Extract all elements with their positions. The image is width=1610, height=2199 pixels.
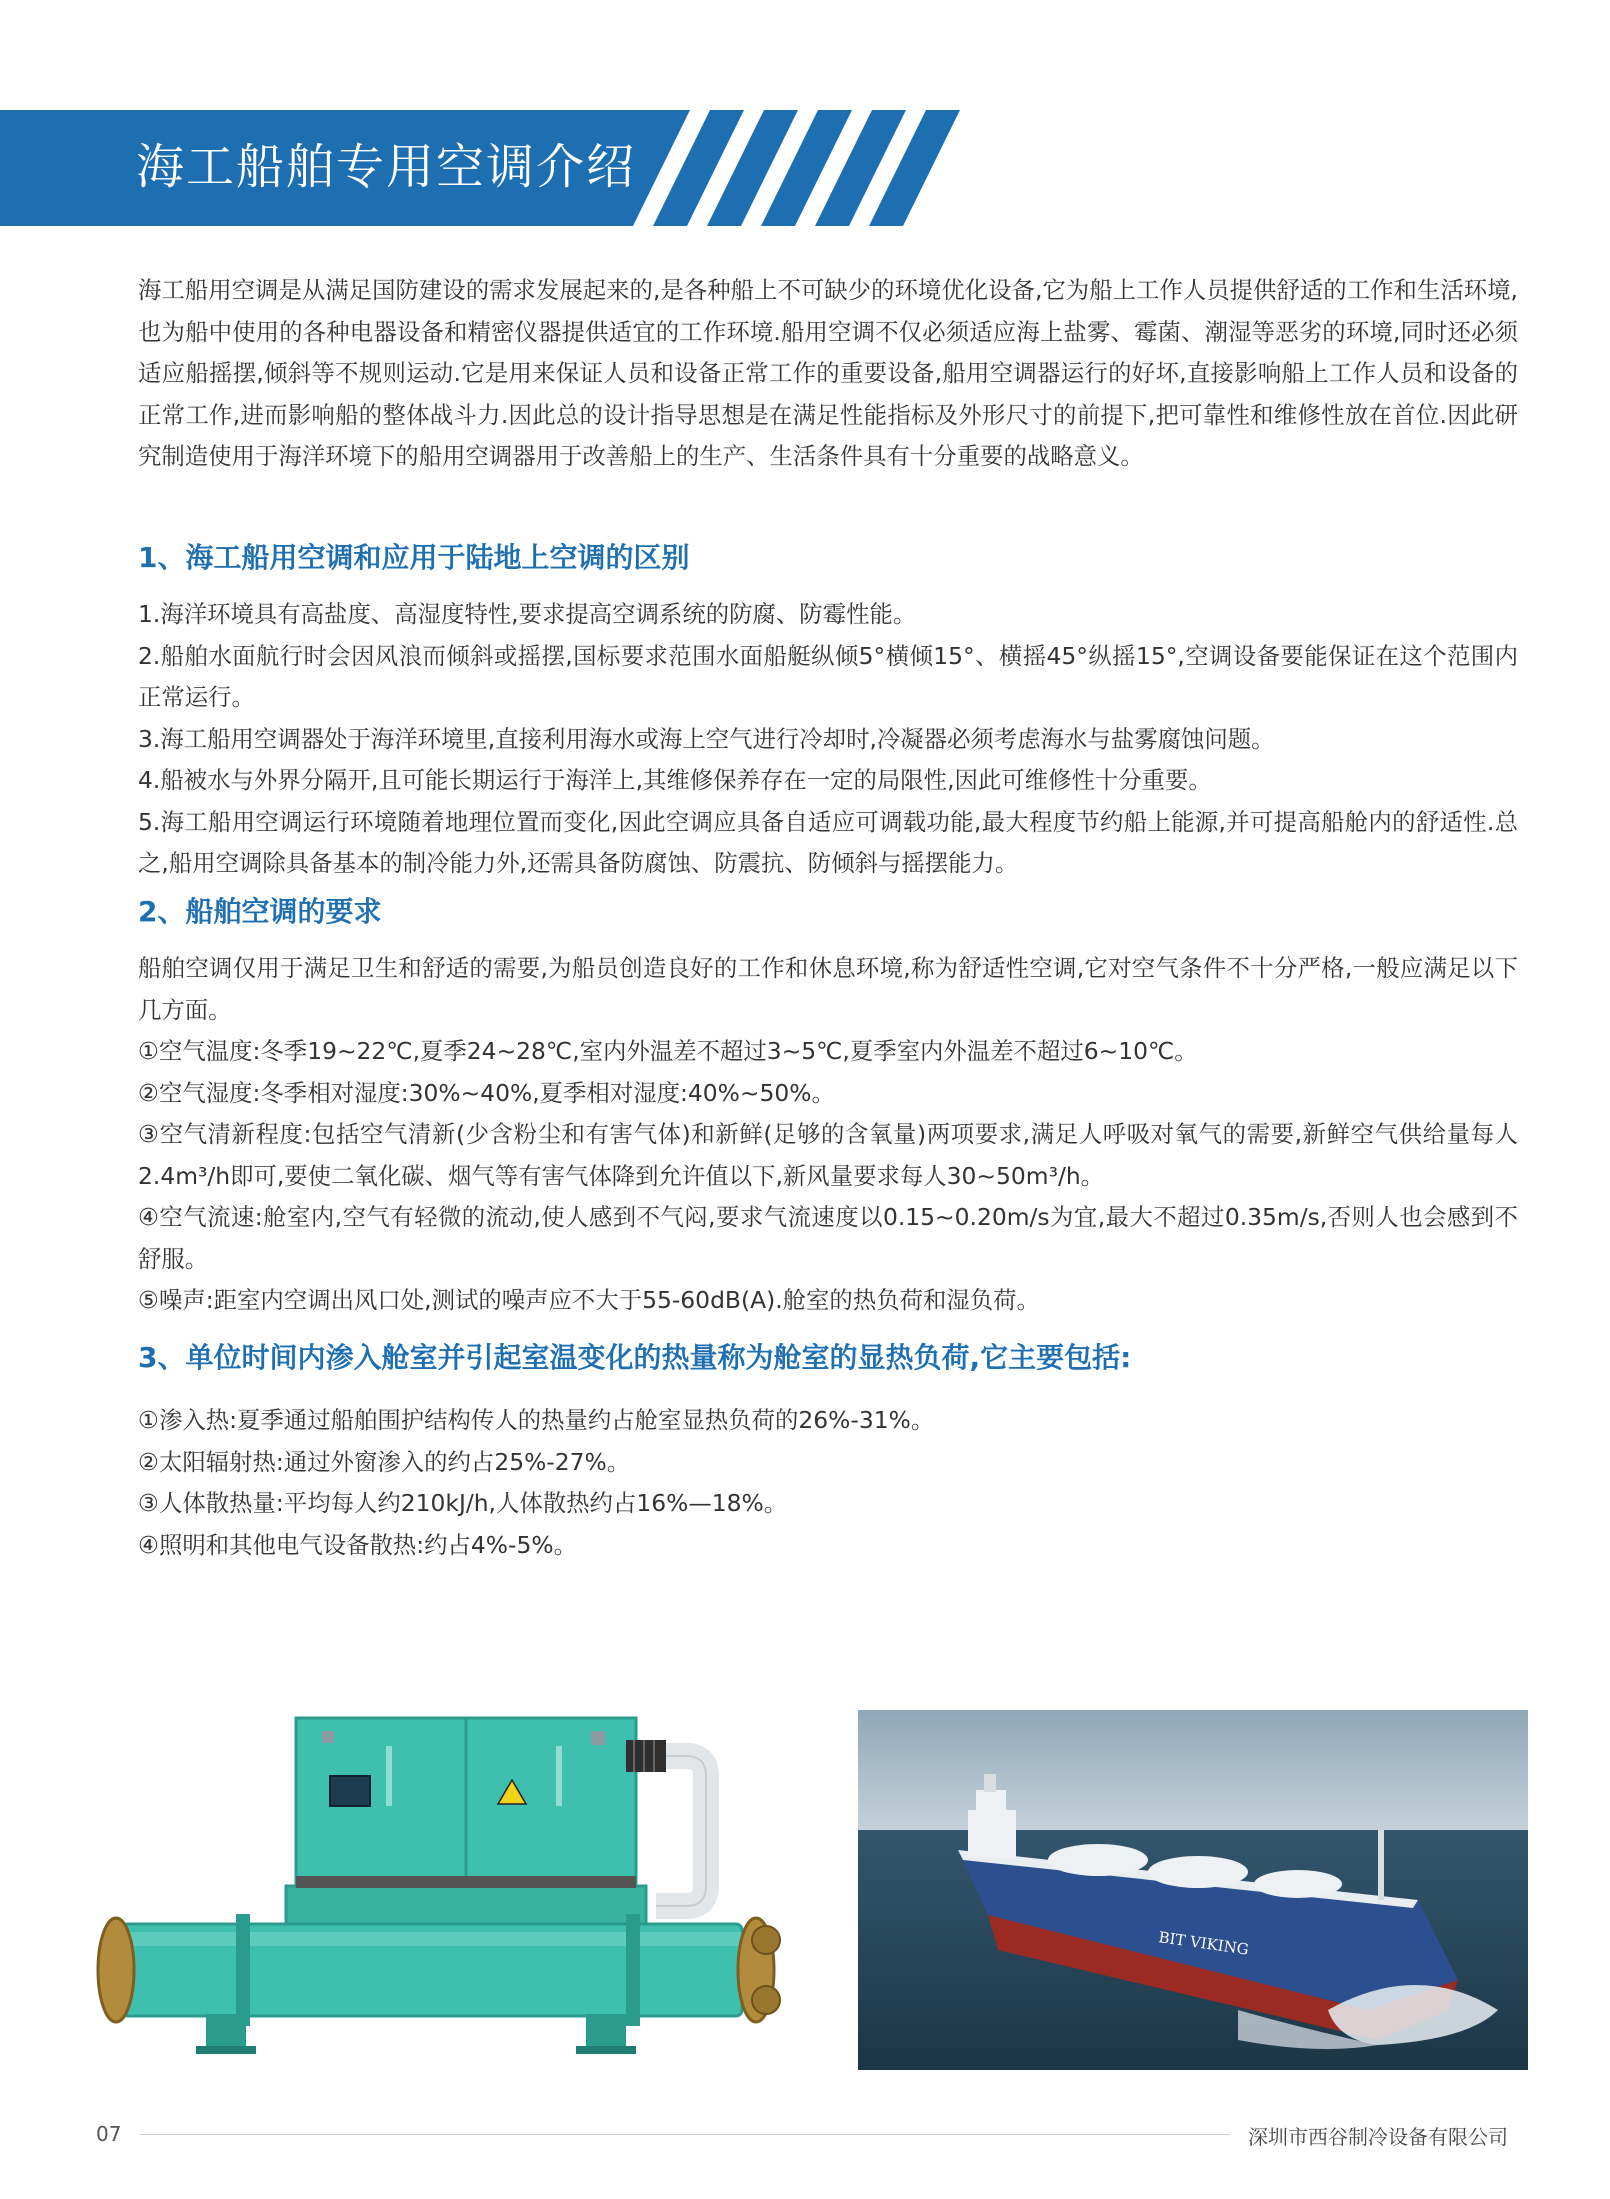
- header-banner: [0, 110, 1000, 226]
- company-name: 深圳市西谷制冷设备有限公司: [1248, 2125, 1508, 2149]
- footer-divider: [140, 2134, 1230, 2135]
- list-item: ⑤噪声:距室内空调出风口处,测试的噪声应不大于55-60dB(A).舱室的热负荷和湿负荷。: [138, 1286, 1040, 1314]
- section-3-list: [138, 1400, 1518, 1566]
- section-2-heading: 2、船舶空调的要求: [138, 895, 382, 928]
- list-item: ②太阳辐射热:通过外窗渗入的约占25%-27%。: [138, 1447, 631, 1476]
- ship-name: BIT VIKING: [1157, 1928, 1250, 1959]
- list-item: 2.船舶水面航行时会因风浪而倾斜或摇摆,国标要求范围水面船艇纵倾5°横倾15°、横摇45°纵摇15°,空调设备要能保证在这个范围内正常运行。: [138, 641, 1518, 711]
- section-3: [138, 1336, 1518, 1566]
- list-item: 1.海洋环境具有高盐度、高湿度特性,要求提高空调系统的防腐、防霉性能。: [138, 600, 917, 628]
- intro-paragraph: 海工船用空调是从满足国防建设的需求发展起来的,是各种船上不可缺少的环境优化设备,它为船上工作人员提供舒适的工作和生活环境,也为船中使用的各种电器设备和精密仪器提供适宜的工作环境.船用空调不仅必须适应海上盐雾、霉菌、潮湿等恶劣的环境,同时还必须适应船摇摆,倾斜等不规则运动.它是用来保证人员和设备正常工作的重要设备,船用空调器运行的好坏,直接影响船上工作人员和设备的正常工作,进而影响船的整体战斗力.因此总的设计指导思想是在满足性能指标及外形尺寸的前提下,把可靠性和维修性放在首位.因此研究制造使用于海洋环境下的船用空调器用于改善船上的生产、生活条件具有十分重要的战略意义。: [138, 276, 1518, 470]
- list-item: 3.海工船用空调器处于海洋环境里,直接利用海水或海上空气进行冷却时,冷凝器必须考虑海水与盐雾腐蚀问题。: [138, 724, 1275, 753]
- list-item: ②空气湿度:冬季相对湿度:30%~40%,夏季相对湿度:40%~50%。: [138, 1078, 835, 1107]
- section-2-list: [138, 1031, 1518, 1322]
- list-item: ①渗入热:夏季通过船舶围护结构传人的热量约占舱室显热负荷的26%-31%。: [138, 1406, 935, 1434]
- page-title: 海工船舶专用空调介绍: [136, 139, 637, 195]
- intro-section: [138, 270, 1518, 478]
- page-number: 07: [96, 2122, 122, 2146]
- list-item: ③空气清新程度:包括空气清新(少含粉尘和有害气体)和新鲜(足够的含氧量)两项要求,满足人呼吸对氧气的需要,新鲜空气供给量每人2.4m³/h即可,要使二氧化碳、烟气等有害气体降到允许值以下,新风量要求每人30~50m³/h。: [138, 1120, 1518, 1190]
- list-item: ④空气流速:舱室内,空气有轻微的流动,使人感到不气闷,要求气流速度以0.15~0.20m/s为宜,最大不超过0.35m/s,否则人也会感到不舒服。: [138, 1203, 1518, 1273]
- list-item: ③人体散热量:平均每人约210kJ/h,人体散热约占16%—18%。: [138, 1489, 788, 1517]
- section-2-intro: 船舶空调仅用于满足卫生和舒适的需要,为船员创造良好的工作和休息环境,称为舒适性空调,它对空气条件不十分严格,一般应满足以下几方面。: [138, 954, 1518, 1024]
- section-1-list: [138, 594, 1518, 885]
- list-item: ①空气温度:冬季19~22℃,夏季24~28℃,室内外温差不超过3~5℃,夏季室内外温差不超过6~10℃。: [138, 1037, 1198, 1065]
- section-1: [138, 536, 1518, 885]
- list-item: ④照明和其他电气设备散热:约占4%-5%。: [138, 1530, 577, 1559]
- marine-ac-unit-image: [86, 1696, 786, 2066]
- list-item: 4.船被水与外界分隔开,且可能长期运行于海洋上,其维修保养存在一定的局限性,因此可维修性十分重要。: [138, 766, 1212, 794]
- ship-photo: [858, 1710, 1528, 2070]
- section-2: [138, 890, 1518, 1322]
- section-1-heading: 1、海工船用空调和应用于陆地上空调的区别: [138, 541, 690, 574]
- list-item: 5.海工船用空调运行环境随着地理位置而变化,因此空调应具备自适应可调载功能,最大程度节约船上能源,并可提高船舱内的舒适性.总之,船用空调除具备基本的制冷能力外,还需具备防腐蚀、防震抗、防倾斜与摇摆能力。: [138, 807, 1518, 877]
- section-3-heading: 3、单位时间内渗入舱室并引起室温变化的热量称为舱室的显热负荷,它主要包括:: [138, 1341, 1132, 1374]
